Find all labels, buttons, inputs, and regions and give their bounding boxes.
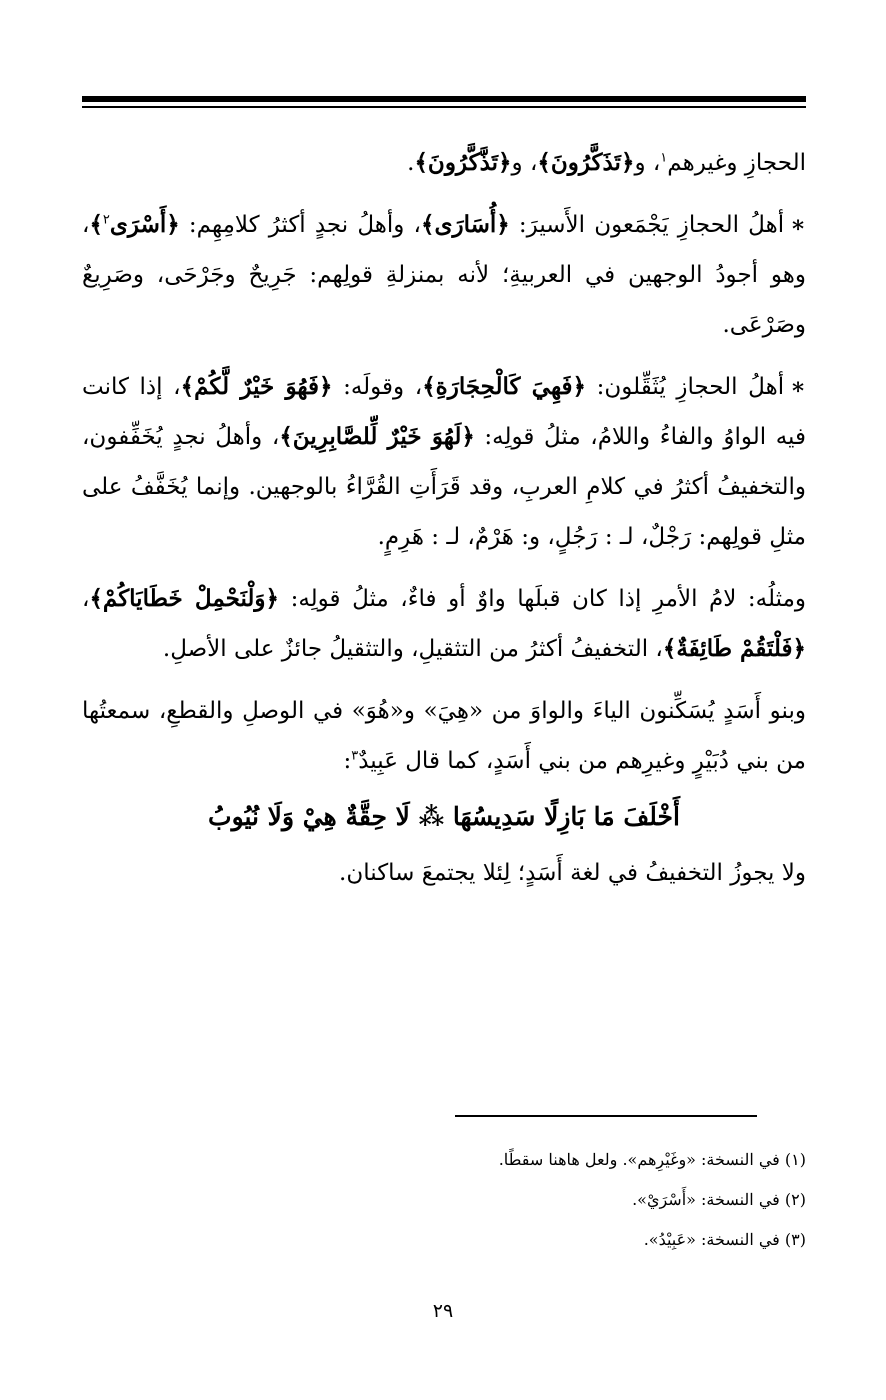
quran-quote: ﴿فَلْتَقُمْ طَائِفَةٌ﴾ [662,635,806,662]
text-run: ، التخفيفُ أكثرُ من التثقيلِ، والتثقيلُ جائزٌ على الأصلِ. [162,636,663,662]
paragraph-2 [82,200,806,350]
main-text [82,138,806,898]
text-run: . [407,150,415,176]
paragraph-5 [82,686,806,786]
footnote-ref-2: ٢ [102,212,110,228]
footnote-ref-1: ١ [660,150,668,166]
quran-quote: ﴿فَهُوَ خَيْرٌ لَّكُمْ﴾ [180,373,333,400]
paragraph-1 [82,138,806,188]
footnote-1: (١) في النسخة: «وغَيْرِهم». ولعل هاهنا سقطًا. [498,1150,806,1169]
text-run: ، وأهلُ نجدٍ يُخَفِّفون، والتخفيفُ أكثرُ في كلامِ العربِ، وقد قَرَأَتِ القُرَّاءُ بالوجهين. وإنما يُخَفَّفُ على مثلِ قولِهم: رَجْلٌ، لـ : رَجُلٍ، و: هَرْمٌ، لـ : هَرِمٍ. [82,424,806,550]
footnotes [82,1140,806,1260]
quran-quote: ﴿أَسْرَى [109,211,180,238]
text-run: ، و [634,150,661,176]
asterisk-icon: ∗ [790,211,806,238]
asterisk-icon: ∗ [790,373,806,400]
poetry-verse: أَخْلَفَ مَا بَازِلًا سَدِيسُهَا ⁂ لَا حِقَّةٌ هِيْ وَلَا نُيُوبُ [208,802,680,831]
footnote-3: (٣) في النسخة: «عَبِيْدُ». [643,1230,806,1249]
text-run: ، و [511,150,538,176]
quran-quote: ﴿وَلْنَحْمِلْ خَطَايَاكُمْ﴾ [89,585,280,612]
quran-quote: ﴿تَذَّكَّرُونَ﴾ [414,149,512,176]
footnote-separator [455,1115,757,1117]
header-rule-thin [82,106,806,108]
text-run: : [343,748,352,774]
text-run: أهلُ الحجازِ يَجْمَعون الأَسيرَ: [509,212,785,238]
footnote-2: (٢) في النسخة: «أَسْرَيْ». [632,1190,806,1209]
page-number: ٢٩ [432,1300,454,1322]
quran-quote: ﴿تَذَكَّرُونَ﴾ [537,149,635,176]
text-run: ، إذا كانت فيه الواوُ والفاءُ واللامُ، مثلُ قولِه: [82,374,806,450]
text-run: ، وهو أجودُ الوجهين في العربيةِ؛ لأنه بمنزلةِ قولِهم: جَرِيحٌ وجَرْحَى، وصَرِيعٌ وصَرْعَى. [82,212,806,338]
paragraph-6: ولا يجوزُ التخفيفُ في لغة أَسَدٍ؛ لِئلا يجتمعَ ساكنان. [339,860,806,886]
text-run: ، [82,586,90,612]
text-run: ومثلُه: لامُ الأمرِ إذا كان قبلَها واوٌ أو فاءٌ، مثلُ قولِه: [279,586,806,612]
text-run: ، وأهلُ نجدٍ أكثرُ كلامِهِم: [179,212,421,238]
quran-quote: ﴿فَهِيَ كَالْحِجَارَةِ﴾ [422,373,587,400]
text-run: أهلُ الحجازِ يُثَقِّلون: [586,374,785,400]
text-run: الحجازِ وغيرهم [667,150,806,176]
quran-quote: ﴿أُسَارَى﴾ [420,211,510,238]
paragraph-4 [82,574,806,674]
text-run: وبنو أَسَدٍ يُسَكِّنون الياءَ والواوَ من «هِيَ» و«هُوَ» في الوصلِ والقطعِ، سمعتُها من بني دُبَيْرٍ وغيرِهم من بني أَسَدٍ، كما قال عَبِيدٌ [82,698,806,774]
footnote-ref-3: ٣ [351,748,359,764]
header-rule-thick [82,96,806,102]
quran-quote-end: ﴾ [89,211,103,238]
paragraph-3 [82,362,806,562]
quran-quote: ﴿لَهُوَ خَيْرٌ لِّلصَّابِرِينَ﴾ [279,423,475,450]
text-run: ، وقولَه: [332,374,423,400]
